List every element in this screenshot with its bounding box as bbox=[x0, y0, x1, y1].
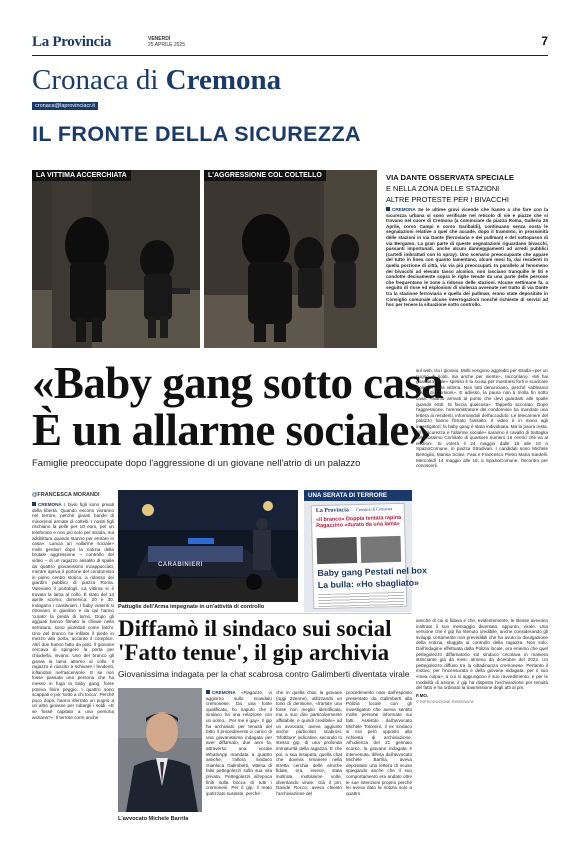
byline-name: FRANCESCA MORANDI bbox=[37, 492, 100, 498]
masthead bbox=[32, 34, 548, 54]
second-deck: Giovanissima indagata per la chat scabrosa contro Galimberti diventata virale bbox=[118, 669, 410, 679]
main-headline-line1: «Baby gang sotto casa bbox=[32, 358, 444, 408]
inset-label: UNA SERATA DI TERRORE bbox=[304, 490, 412, 501]
inset-paper-columns bbox=[318, 592, 404, 608]
second-dateline: CREMONA bbox=[212, 690, 236, 695]
photo-knife-attack bbox=[204, 170, 377, 348]
cctv-still-icon bbox=[204, 170, 377, 348]
main-col5: sul web, tra i giovani. Molti vengono aggrediti per strada «per un pugno di soldi, ma anche per niente», raccontano. «Mi hai guardato male» spesso è la scusa per mostrarsi forti e scaricare violenza sulla vittima. Non tutti denunciano, perché «abbiamo paura di ritorsioni». E adesso, la paura non ti molla fin sotto casa: «siamo arrivati al punto che devi guardarti alle spalle quando entri. Si faccia qualcosa». Tappello accorato. Dopo l'aggressione, l'amministratore del condominio ha mandato una lettera ai residenti, informandoli dell'accaduto. Le telecamere del palazzo hanno filmato l'assalto. Il video è in mano agli investigatori: la baby gang è stata individuata. Ma la paura resta. «Il insicurezza e l'allarme sociale» saranno il cavallo di battaglia del prossimo Comitato di quartiere numero 16 centro che va al elezioni. Si voterà il 24 maggio dalle 15 alle 19 a SpazioComune, in piazza Stradivari. I candidati sono Michele Bertoglio, Marisa Sclavi, Fata e Francesco Pietro Maria Sardelli. Mercoledì 14 maggio alle 18, a SpazioComune, l'incontro per conoscerli. bbox=[416, 368, 548, 469]
patrol-car-icon bbox=[118, 490, 298, 602]
portrait-icon bbox=[118, 688, 202, 812]
inset-paper-bottom-2: La bulla: «Ho sbagliato» bbox=[317, 577, 420, 591]
middle-photo-caption: Pattuglie dell'Arma impegnate in un'attività di controllo bbox=[118, 604, 265, 610]
masthead-day: VENERDÌ bbox=[148, 36, 171, 42]
main-dateline: CREMONA bbox=[38, 502, 62, 507]
inset-paper-photo-2 bbox=[361, 536, 402, 563]
page-number: 7 bbox=[541, 34, 548, 48]
inset-paper-bottom-1: Baby gang Pestati nel box bbox=[317, 565, 428, 579]
second-col5 bbox=[416, 618, 548, 830]
photo-right-label: L'AGGRESSIONE COL COLTELLO bbox=[204, 170, 326, 181]
story-separator bbox=[118, 613, 412, 614]
masthead-date: 25 APRILE 2025 bbox=[148, 42, 185, 48]
sidebar-dateline: CREMONA bbox=[392, 207, 416, 212]
inset-paper-logo: La Provincia bbox=[315, 507, 349, 515]
second-footer: © RIPRODUZIONE RISERVATA bbox=[416, 699, 474, 705]
photo-left-label: LA VITTIMA ACCERCHIATA bbox=[32, 170, 131, 181]
newspaper-logo: La Provincia bbox=[32, 34, 112, 50]
section-title bbox=[32, 64, 281, 96]
section-title-prefix: Cronaca di bbox=[32, 64, 166, 96]
main-headline-line2: È un allarme sociale» bbox=[32, 405, 431, 455]
second-col2-text: «Ragazze, vi aggiorno sullo scandalo cremonese. Da una fonte qualificata, ho saputo che il sindaco ha una relazione con un uomo... Per me è gay». Il gip ha archiviato per tenuità del fatto il procedimento a carico di una giovanissima indagata per aver diffamato, due anni fa, attraverso una vocale WhatsApp mandata a quattro amiche, l'allora sindaco Gianluca Galimberti, vittima di falsi pettegolezzi sulla sua vita privata. Pettegolezzi all'epoca finiti sulla bocca di tutti i cremonesi. Per il gip, il reato ipotizzato sussiste, perché bbox=[206, 690, 273, 796]
inset-paper-section: Cronaca di Cremona bbox=[355, 506, 393, 513]
sidebar-body bbox=[386, 207, 548, 350]
lawyer-caption: L'avvocato Michele Barrila bbox=[118, 816, 189, 822]
bullet-square-icon bbox=[386, 207, 390, 211]
section-title-city: Cremona bbox=[165, 64, 282, 96]
sidebar-text: Se le ultime gravi vicende che hanno a che fare con la sicurezza urbana si sono verificate nel reticolo di vie e piazze che si trovano nel cuore di Cremona (a cominciare da piazza Roma, Galleria 25 Aprile, corso Campi e corso Garibaldi), continuano senza sosta le segnalazioni relative a quel che accade, dopo il tramonto, in prossimità delle stazioni in via Dante (ferroviaria e dei pullman) e del sottopasso di via Bergamo. La gran parte di queste segnalazioni riguardano bivacchi, passanti importunati, anche alcuni danneggiamenti ad arredi pubblici (cartelli imbrattati con lo spray). Uno scenario preoccupante che appare del tutto in linea con quanto lamentano, alcuni mesi fa, dai residenti in quella porzione di città, via via più preoccupati. In parallelo al fenomeno dei bivacchi ad elevato tasso alcolico, non lasciano tranquille le liti e condotte decisamente sopra le righe tenute da una parte delle persone che frequentano le zone a ridosso delle stazioni. Alcune settimane fa, a seguito di risse ed esplosioni di violenza avvenute nel tratto di via Dante tra la stazione ferroviaria e quella dei pullman, erano state depositate in Consiglio comunale alcune interrogazioni nonché richieste di servizi ad hoc per tenere la situazione sotto controllo. bbox=[386, 207, 548, 308]
sidebar-kicker: VIA DANTE OSSERVATA SPECIALE bbox=[386, 173, 514, 182]
second-col3: che in quella chat, la giovane (oggi 22enne), utilizzando un tono di derisione, «tramite una fonte non meglio identificata, ma a suo dire particolarmente affidabile, e quindi credibile» ad un avvocato, aveva aggiunto anche particolari scabrosi. 'Sfottiture' indicative, secondo lo stesso gip, di una profonda immaturità della ragazza. E che poi, a sua insaputa, quella chat che doveva rimanere nella stretta cerchia delle amiche fidate, era, invece, stata inoltrata moltissime volte, diventando virale. Già il pm, Davide Rocco, aveva chiesto l'archiviazione del bbox=[276, 690, 342, 796]
photo-victim bbox=[32, 170, 200, 348]
cctv-still-icon bbox=[32, 170, 200, 348]
at-icon: @ bbox=[32, 492, 38, 498]
second-col4: procedimento nato dall'esposto presentato da Galimberti alla Polizia locale con gli investigatori che aveva sentito molte persone informate sui fatti. Assistito dall'avvocato Michele Tolomini, il ex sindaco si era però opposto alla richiesta di archiviazione. All'udienza del 21 gennaio scorso, la giovane indagata è intervenuta, difesa dall'avvocato Michele Barrila, aveva depositato una lettera di scuse spiegando anche che il suo comportamento era andato oltre le sue intenzioni proprio perché lei aveva dato la notizia solo a quattro bbox=[346, 690, 412, 796]
second-headline-line2: 'Fatto tenue', il gip archivia bbox=[118, 640, 390, 665]
main-col1-text: I bivio figli sono privati della libertà. Quando escono vivranno nel terrore, perché giranti bande di minorenni armate di coltelli. I nostri figli rischiano la pelle per 10 euro, per un telefonino e non più solo per strada, ma addirittura quando stanno per entrare in casa». Lancia un «allarme sociale» molti genitori dopo la notizia della brutale aggressione – controllo del video – di un ragazzo assalito di spalle da quattro giovanissimi incappucciati, mentre apriva il portone del condominio in pieno centro storico, a ridosso dei giardini pubblici di piazza Roma. Volevano il portafogli. La vittima si è trovato la lama al collo. È stato del 13 aprile scorso, domenica, 20 e 30. Indagano i carabinieri. I baby violenti si ritrovano in giardino e da qui hanno 'curato' la preda di turno. Dopo gli agguati hanno filmato la chiave nella serratura, sono piombati come falchi. Uno del branco ha infilato il piede in mezzo alla porta, accanto il complice. Altri due hanno fatto da palo. Il giovane cercava di spingere la porta per chiuderla, invano. Uno del branco gli girava la lama attorno al collo. Il ragazzo è riuscito a schivare i fendenti, inflandosi nell'ascensore. E se non fosse passata una persona che ha messo in fuga la baby gang, forse poteva finire peggio. I quattro sono scappati e poi 'sotto a chi tocca'. Perché poco dopo, hanno sferrato un pugno a un altro giovane per rubargli i soldi. «E se fosse capitato a una persona anziana?». Il terrore corre anche bbox=[32, 502, 115, 720]
main-deck: Famiglie preoccupate dopo l'aggressione di un giovane nell'atrio di un palazzo bbox=[32, 458, 361, 469]
inset-clipping bbox=[311, 503, 428, 609]
inset-paper-photo bbox=[317, 537, 358, 564]
inset-box bbox=[304, 490, 428, 612]
byline bbox=[32, 492, 100, 498]
main-col1 bbox=[32, 502, 114, 840]
masthead-rule bbox=[32, 55, 548, 56]
section-email: cronaca@laprovinciacr.it bbox=[32, 102, 98, 110]
second-col2 bbox=[206, 690, 272, 830]
bullet-square-icon bbox=[206, 690, 210, 694]
second-col5-text: amiche di cui si fidava e che, evidentemente, le stesse avevano inoltrato il suo messaggio diventato, appunto, virale. Una versione che il gip ha ritenuto credibile, anche considerando gli sviluppi certamente non prevedibili che ha avuto la divulgazione della notizia, sfuggita al controllo della ragazza. Non solo. Dall'indagine effettuata dalla Polizia locale, era emerso che quel pettegolezzo diffamatorio sul sindaco circolava in maniera strisciante già da mesi, almeno da dicembre del 2022. Un pettegolezzo diffuso tra la cittadinanza cremonese. Pertanto il motivo, per l'incensurata e della giovane indagata, per il suo «mea culpa», a cui si aggiungono il suo ravvedimento, e per le modalità di azione, il gip ha disposto l'archiviazione per tenuità del fatto e ha ordinato la trasmissione degli atti al pm. bbox=[416, 618, 548, 691]
carabinieri-photo bbox=[118, 490, 298, 602]
sidebar-subhead-2: ALTRE PROTESTE PER I BIVACCHI bbox=[386, 195, 509, 204]
bullet-square-icon bbox=[32, 502, 36, 506]
second-headline-line1: Diffamò il sindaco sui social bbox=[118, 616, 392, 641]
lawyer-photo bbox=[118, 688, 202, 812]
car-label: CARABINIERI bbox=[158, 562, 203, 568]
banner-headline: IL FRONTE DELLA SICUREZZA bbox=[32, 122, 361, 146]
inset-paper-headline: «Il branco» Doppia tentata rapina Ragazzino «durato da una lama» bbox=[315, 514, 402, 530]
sidebar-subhead-1: E NELLA ZONA DELLE STAZIONI bbox=[386, 184, 500, 193]
second-signoff: F.MO. bbox=[416, 692, 429, 698]
